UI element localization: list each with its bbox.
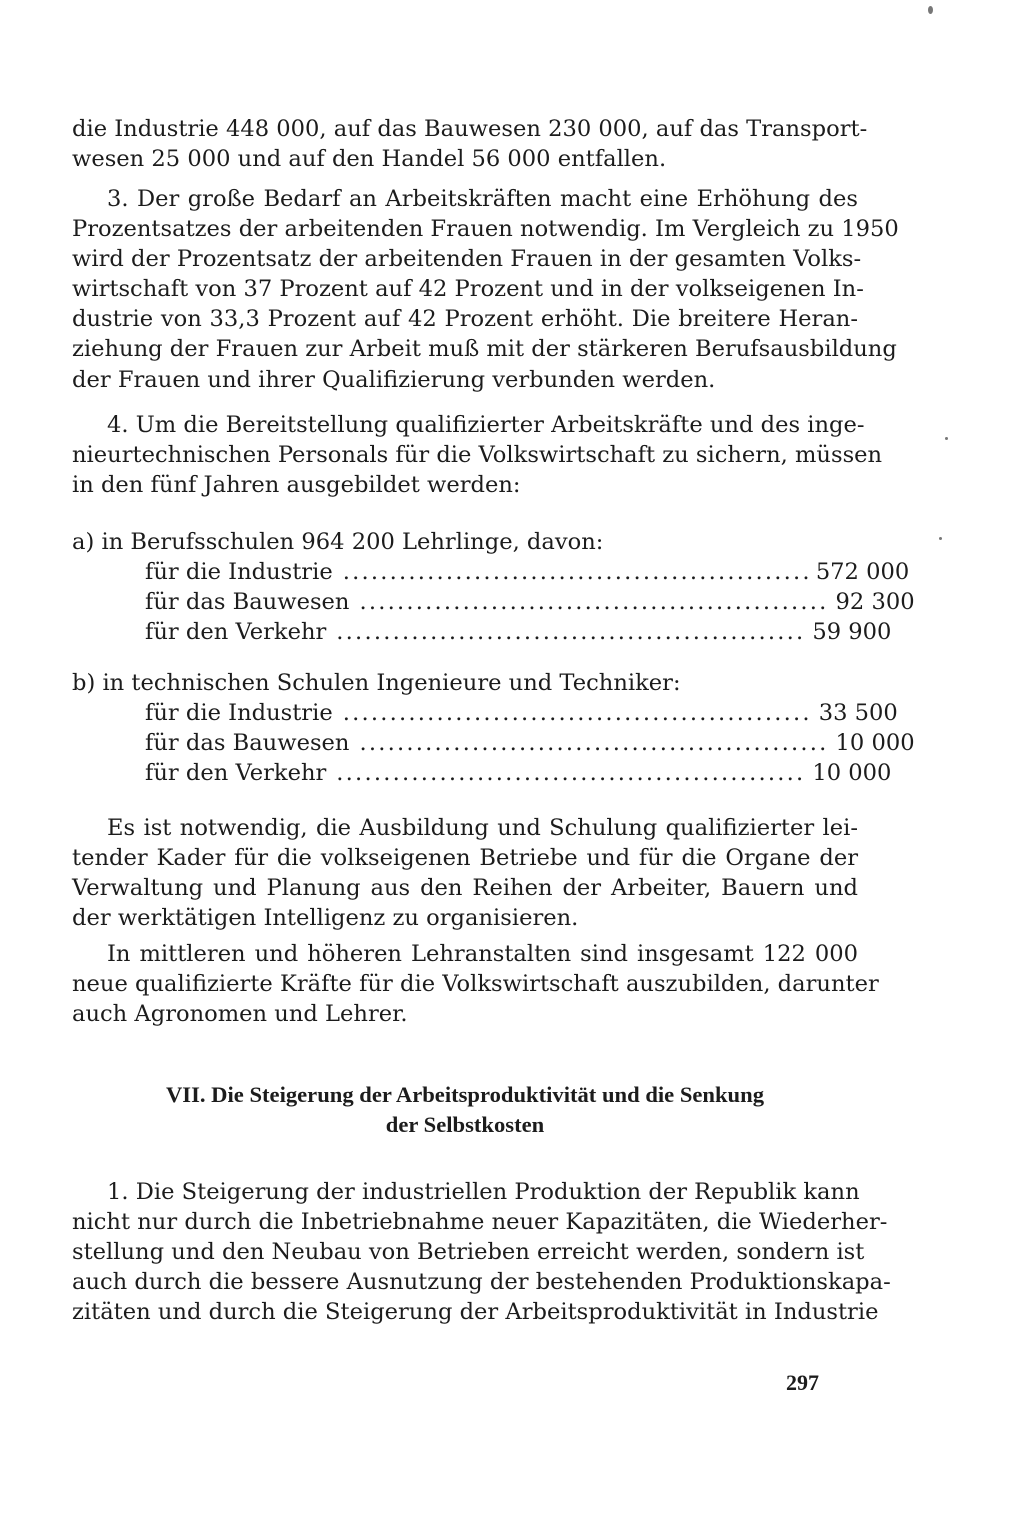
text-line: nieurtechnischen Personals für die Volkswirtschaft zu sichern, müssen — [72, 442, 883, 469]
text-line: Verwaltung und Planung aus den Reihen der Arbeiter, Bauern und — [72, 875, 858, 902]
text-line: wesen 25 000 und auf den Handel 56 000 entfallen. — [72, 146, 667, 173]
row-value: 92 300 — [835, 589, 915, 616]
row-value: 10 000 — [812, 760, 892, 787]
section-heading — [72, 1080, 858, 1140]
text-line: 3. Der große Bedarf an Arbeitskräften macht eine Erhöhung des — [107, 186, 858, 212]
text-line: nicht nur durch die Inbetriebnahme neuer Kapazitäten, die Wiederher- — [72, 1209, 888, 1236]
row-label: für den Verkehr — [145, 760, 327, 787]
text-line: stellung und den Neubau von Betrieben erreicht werden, sondern ist — [72, 1239, 865, 1266]
section-heading-line-2: der Selbstkosten — [385, 1112, 545, 1138]
text-line: 4. Um die Bereitstellung qualifizierter Arbeitskräfte und des inge- — [107, 412, 865, 438]
row-value: 33 500 — [818, 700, 898, 727]
row-value: 59 900 — [812, 619, 892, 646]
text-line: zitäten und durch die Steigerung der Arbeitsproduktivität in Industrie — [72, 1299, 879, 1326]
list-row — [72, 617, 892, 647]
text-line: Es ist notwendig, die Ausbildung und Schulung qualifizierter lei- — [107, 815, 858, 841]
leader-dots: .................................................. — [336, 619, 806, 646]
text-line: auch durch die bessere Ausnutzung der bestehenden Produktionskapa- — [72, 1269, 891, 1296]
paragraph-lehranstalten — [72, 939, 879, 1029]
text-line: tender Kader für die volkseigenen Betriebe und für die Organe der — [72, 845, 858, 872]
list-row — [72, 758, 892, 788]
row-label: für die Industrie — [145, 559, 333, 586]
text-line: wirtschaft von 37 Prozent auf 42 Prozent und in der volkseigenen In- — [72, 276, 864, 303]
page-number: 297 — [786, 1370, 819, 1395]
row-label: für die Industrie — [145, 700, 333, 727]
row-label: für das Bauwesen — [145, 730, 350, 757]
text-line: der Frauen und ihrer Qualifizierung verbunden werden. — [72, 366, 716, 393]
leader-dots: .................................................. — [336, 760, 806, 787]
text-line: 1. Die Steigerung der industriellen Produktion der Republik kann — [107, 1179, 860, 1205]
text-line: Prozentsatzes der arbeitenden Frauen notwendig. Im Vergleich zu 1950 — [72, 216, 899, 243]
scan-speck — [928, 6, 933, 14]
leader-dots: .................................................. — [359, 589, 829, 616]
text-line: In mittleren und höheren Lehranstalten sind insgesamt 122 000 — [107, 941, 858, 967]
list-a-heading: a) in Berufsschulen 964 200 Lehrlinge, davon: — [72, 529, 604, 555]
scan-speck — [945, 437, 948, 440]
text-line: der werktätigen Intelligenz zu organisieren. — [72, 905, 579, 932]
list-b — [72, 668, 915, 788]
text-line: dustrie von 33,3 Prozent auf 42 Prozent erhöht. Die breitere Heran- — [72, 306, 858, 333]
list-row — [72, 557, 910, 587]
leader-dots: .................................................. — [359, 730, 829, 757]
paragraph-point-4 — [72, 410, 883, 500]
list-row — [72, 587, 915, 617]
leader-dots: .................................................. — [342, 559, 812, 586]
list-a — [72, 527, 915, 647]
scan-speck — [939, 537, 942, 540]
row-value: 10 000 — [835, 730, 915, 757]
row-label: für den Verkehr — [145, 619, 327, 646]
text-line: in den fünf Jahren ausgebildet werden: — [72, 472, 521, 499]
row-label: für das Bauwesen — [145, 589, 350, 616]
section-heading-line-1: VII. Die Steigerung der Arbeitsproduktivität und die Senkung — [165, 1082, 764, 1107]
text-line: ziehung der Frauen zur Arbeit muß mit der stärkeren Berufsausbildung — [72, 336, 897, 363]
paragraph-section-point-1 — [72, 1177, 891, 1327]
list-row — [72, 728, 915, 758]
intro-paragraph — [72, 114, 868, 174]
text-line: neue qualifizierte Kräfte für die Volkswirtschaft auszubilden, darunter — [72, 971, 879, 998]
list-b-heading: b) in technischen Schulen Ingenieure und Techniker: — [72, 670, 681, 696]
text-line: die Industrie 448 000, auf das Bauwesen 230 000, auf das Transport- — [72, 116, 868, 142]
paragraph-point-3 — [72, 184, 899, 395]
text-line: wird der Prozentsatz der arbeitenden Frauen in der gesamten Volks- — [72, 246, 862, 273]
row-value: 572 000 — [815, 559, 910, 586]
list-row — [72, 698, 898, 728]
paragraph-kader — [72, 813, 858, 933]
text-line: auch Agronomen und Lehrer. — [72, 1001, 408, 1028]
leader-dots: .................................................. — [342, 700, 812, 727]
